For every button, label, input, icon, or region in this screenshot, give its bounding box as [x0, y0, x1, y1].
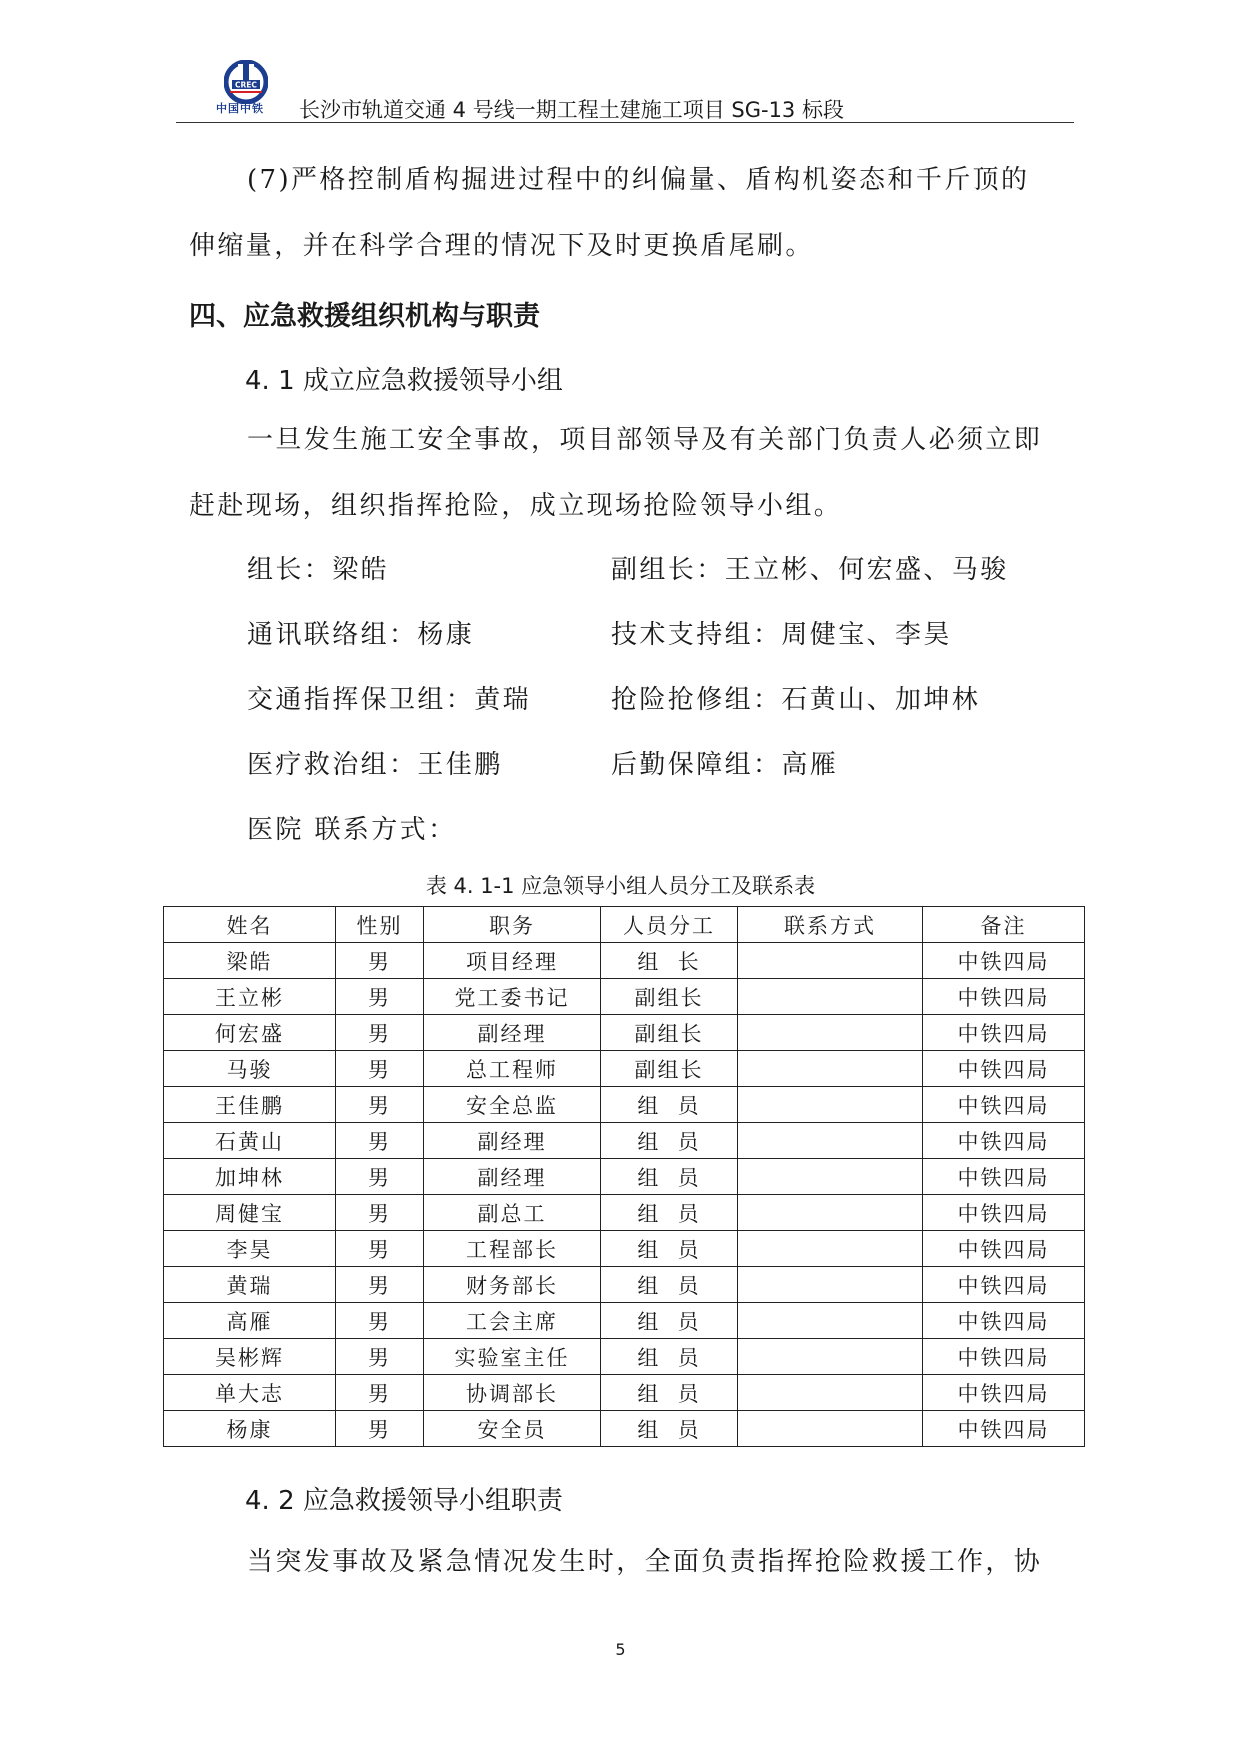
cell-remarks: 中铁四局 — [923, 1267, 1085, 1303]
cell-gender: 男 — [336, 1411, 424, 1447]
cell-assignment: 副组长 — [601, 1015, 738, 1051]
cell-position: 党工委书记 — [424, 979, 601, 1015]
role-medical-group: 医疗救治组：王佳鹏 — [247, 750, 503, 780]
table-row — [164, 1159, 1085, 1195]
cell-remarks: 中铁四局 — [923, 1123, 1085, 1159]
cell-contact — [738, 1339, 923, 1375]
role-leader: 组长：梁皓 — [247, 555, 390, 585]
cell-assignment: 组 员 — [601, 1375, 738, 1411]
paragraph-7-line-1: (7)严格控制盾构掘进过程中的纠偏量、盾构机姿态和千斤顶的 — [247, 165, 1030, 195]
cell-remarks: 中铁四局 — [923, 1195, 1085, 1231]
table-row — [164, 1231, 1085, 1267]
cell-position: 安全总监 — [424, 1087, 601, 1123]
cell-name: 高雁 — [164, 1303, 336, 1339]
paragraph-4-2-line-1: 当突发事故及紧急情况发生时，全面负责指挥抢险救援工作，协 — [247, 1547, 1043, 1577]
cell-gender: 男 — [336, 1087, 424, 1123]
cell-contact — [738, 1375, 923, 1411]
cell-position: 实验室主任 — [424, 1339, 601, 1375]
cell-name: 王立彬 — [164, 979, 336, 1015]
header-contact: 联系方式 — [738, 907, 923, 943]
cell-contact — [738, 1015, 923, 1051]
subsection-4-1-heading: 4. 1 成立应急救援领导小组 — [245, 366, 563, 396]
cell-assignment: 组 员 — [601, 1087, 738, 1123]
cell-remarks: 中铁四局 — [923, 1375, 1085, 1411]
cell-assignment: 副组长 — [601, 1051, 738, 1087]
cell-position: 副经理 — [424, 1123, 601, 1159]
cell-assignment: 组 员 — [601, 1411, 738, 1447]
cell-remarks: 中铁四局 — [923, 1087, 1085, 1123]
cell-remarks: 中铁四局 — [923, 979, 1085, 1015]
header-position: 职务 — [424, 907, 601, 943]
cell-name: 王佳鹏 — [164, 1087, 336, 1123]
table-row — [164, 1303, 1085, 1339]
cell-gender: 男 — [336, 1231, 424, 1267]
page-header — [176, 56, 1074, 122]
cell-contact — [738, 1195, 923, 1231]
cell-gender: 男 — [336, 943, 424, 979]
cell-name: 周健宝 — [164, 1195, 336, 1231]
cell-remarks: 中铁四局 — [923, 1231, 1085, 1267]
cell-name: 马骏 — [164, 1051, 336, 1087]
crec-logo-icon — [224, 60, 268, 104]
cell-remarks: 中铁四局 — [923, 1303, 1085, 1339]
paragraph-7-line-2: 伸缩量，并在科学合理的情况下及时更换盾尾刷。 — [189, 231, 814, 261]
cell-assignment: 组 长 — [601, 943, 738, 979]
cell-gender: 男 — [336, 1195, 424, 1231]
table-row — [164, 1411, 1085, 1447]
cell-remarks: 中铁四局 — [923, 1159, 1085, 1195]
cell-remarks: 中铁四局 — [923, 943, 1085, 979]
cell-assignment: 组 员 — [601, 1159, 738, 1195]
table-row — [164, 1123, 1085, 1159]
header-gender: 性别 — [336, 907, 424, 943]
cell-assignment: 组 员 — [601, 1231, 738, 1267]
header-name: 姓名 — [164, 907, 336, 943]
cell-contact — [738, 1411, 923, 1447]
cell-contact — [738, 1087, 923, 1123]
cell-gender: 男 — [336, 1051, 424, 1087]
page-number: 5 — [615, 1640, 626, 1659]
cell-position: 安全员 — [424, 1411, 601, 1447]
cell-position: 副经理 — [424, 1159, 601, 1195]
cell-name: 何宏盛 — [164, 1015, 336, 1051]
cell-position: 协调部长 — [424, 1375, 601, 1411]
cell-gender: 男 — [336, 1123, 424, 1159]
cell-contact — [738, 1159, 923, 1195]
cell-position: 副经理 — [424, 1015, 601, 1051]
role-logistics-group: 后勤保障组：高雁 — [611, 750, 839, 780]
table-row — [164, 1195, 1085, 1231]
cell-name: 梁皓 — [164, 943, 336, 979]
cell-gender: 男 — [336, 1339, 424, 1375]
table-row — [164, 1267, 1085, 1303]
cell-contact — [738, 1267, 923, 1303]
subsection-4-2-heading: 4. 2 应急救援领导小组职责 — [245, 1486, 563, 1516]
cell-remarks: 中铁四局 — [923, 1411, 1085, 1447]
cell-position: 工会主席 — [424, 1303, 601, 1339]
hospital-contact-line: 医院 联系方式： — [247, 815, 457, 845]
header-assignment: 人员分工 — [601, 907, 738, 943]
cell-contact — [738, 979, 923, 1015]
cell-assignment: 组 员 — [601, 1339, 738, 1375]
table-row — [164, 1051, 1085, 1087]
cell-assignment: 组 员 — [601, 1267, 738, 1303]
cell-gender: 男 — [336, 1159, 424, 1195]
cell-assignment: 组 员 — [601, 1123, 738, 1159]
cell-remarks: 中铁四局 — [923, 1339, 1085, 1375]
role-deputy-leader: 副组长：王立彬、何宏盛、马骏 — [611, 555, 1009, 585]
role-communication-group: 通讯联络组：杨康 — [247, 620, 475, 650]
cell-gender: 男 — [336, 1015, 424, 1051]
cell-assignment: 副组长 — [601, 979, 738, 1015]
role-traffic-security-group: 交通指挥保卫组：黄瑞 — [247, 685, 532, 715]
cell-remarks: 中铁四局 — [923, 1051, 1085, 1087]
cell-position: 工程部长 — [424, 1231, 601, 1267]
paragraph-4-1-line-1: 一旦发生施工安全事故，项目部领导及有关部门负责人必须立即 — [247, 425, 1043, 455]
cell-name: 黄瑞 — [164, 1267, 336, 1303]
table-row — [164, 1087, 1085, 1123]
table-row — [164, 979, 1085, 1015]
cell-gender: 男 — [336, 979, 424, 1015]
role-technical-support-group: 技术支持组：周健宝、李昊 — [611, 620, 952, 650]
svg-text:CREC: CREC — [235, 80, 257, 90]
cell-name: 杨康 — [164, 1411, 336, 1447]
cell-position: 总工程师 — [424, 1051, 601, 1087]
staff-contact-table — [163, 906, 1085, 1447]
cell-position: 副总工 — [424, 1195, 601, 1231]
table-caption: 表 4. 1-1 应急领导小组人员分工及联系表 — [425, 874, 816, 898]
cell-name: 吴彬辉 — [164, 1339, 336, 1375]
header-rule — [176, 122, 1074, 123]
table-row — [164, 943, 1085, 979]
cell-name: 李昊 — [164, 1231, 336, 1267]
cell-gender: 男 — [336, 1267, 424, 1303]
cell-assignment: 组 员 — [601, 1303, 738, 1339]
cell-contact — [738, 1303, 923, 1339]
table-row — [164, 1015, 1085, 1051]
table-header-row — [164, 907, 1085, 943]
cell-name: 加坤林 — [164, 1159, 336, 1195]
cell-gender: 男 — [336, 1375, 424, 1411]
cell-assignment: 组 员 — [601, 1195, 738, 1231]
cell-name: 单大志 — [164, 1375, 336, 1411]
cell-contact — [738, 1051, 923, 1087]
cell-remarks: 中铁四局 — [923, 1015, 1085, 1051]
cell-position: 项目经理 — [424, 943, 601, 979]
logo-caption: 中国中铁 — [216, 102, 264, 115]
paragraph-4-1-line-2: 赶赴现场，组织指挥抢险，成立现场抢险领导小组。 — [189, 491, 843, 521]
header-title: 长沙市轨道交通 4 号线一期工程土建施工项目 SG-13 标段 — [299, 98, 844, 122]
cell-contact — [738, 1123, 923, 1159]
cell-contact — [738, 943, 923, 979]
header-remarks: 备注 — [923, 907, 1085, 943]
section-heading: 四、应急救援组织机构与职责 — [189, 301, 540, 332]
cell-name: 石黄山 — [164, 1123, 336, 1159]
table-row — [164, 1339, 1085, 1375]
cell-contact — [738, 1231, 923, 1267]
cell-gender: 男 — [336, 1303, 424, 1339]
cell-position: 财务部长 — [424, 1267, 601, 1303]
table-row — [164, 1375, 1085, 1411]
role-repair-group: 抢险抢修组：石黄山、加坤林 — [611, 685, 981, 715]
